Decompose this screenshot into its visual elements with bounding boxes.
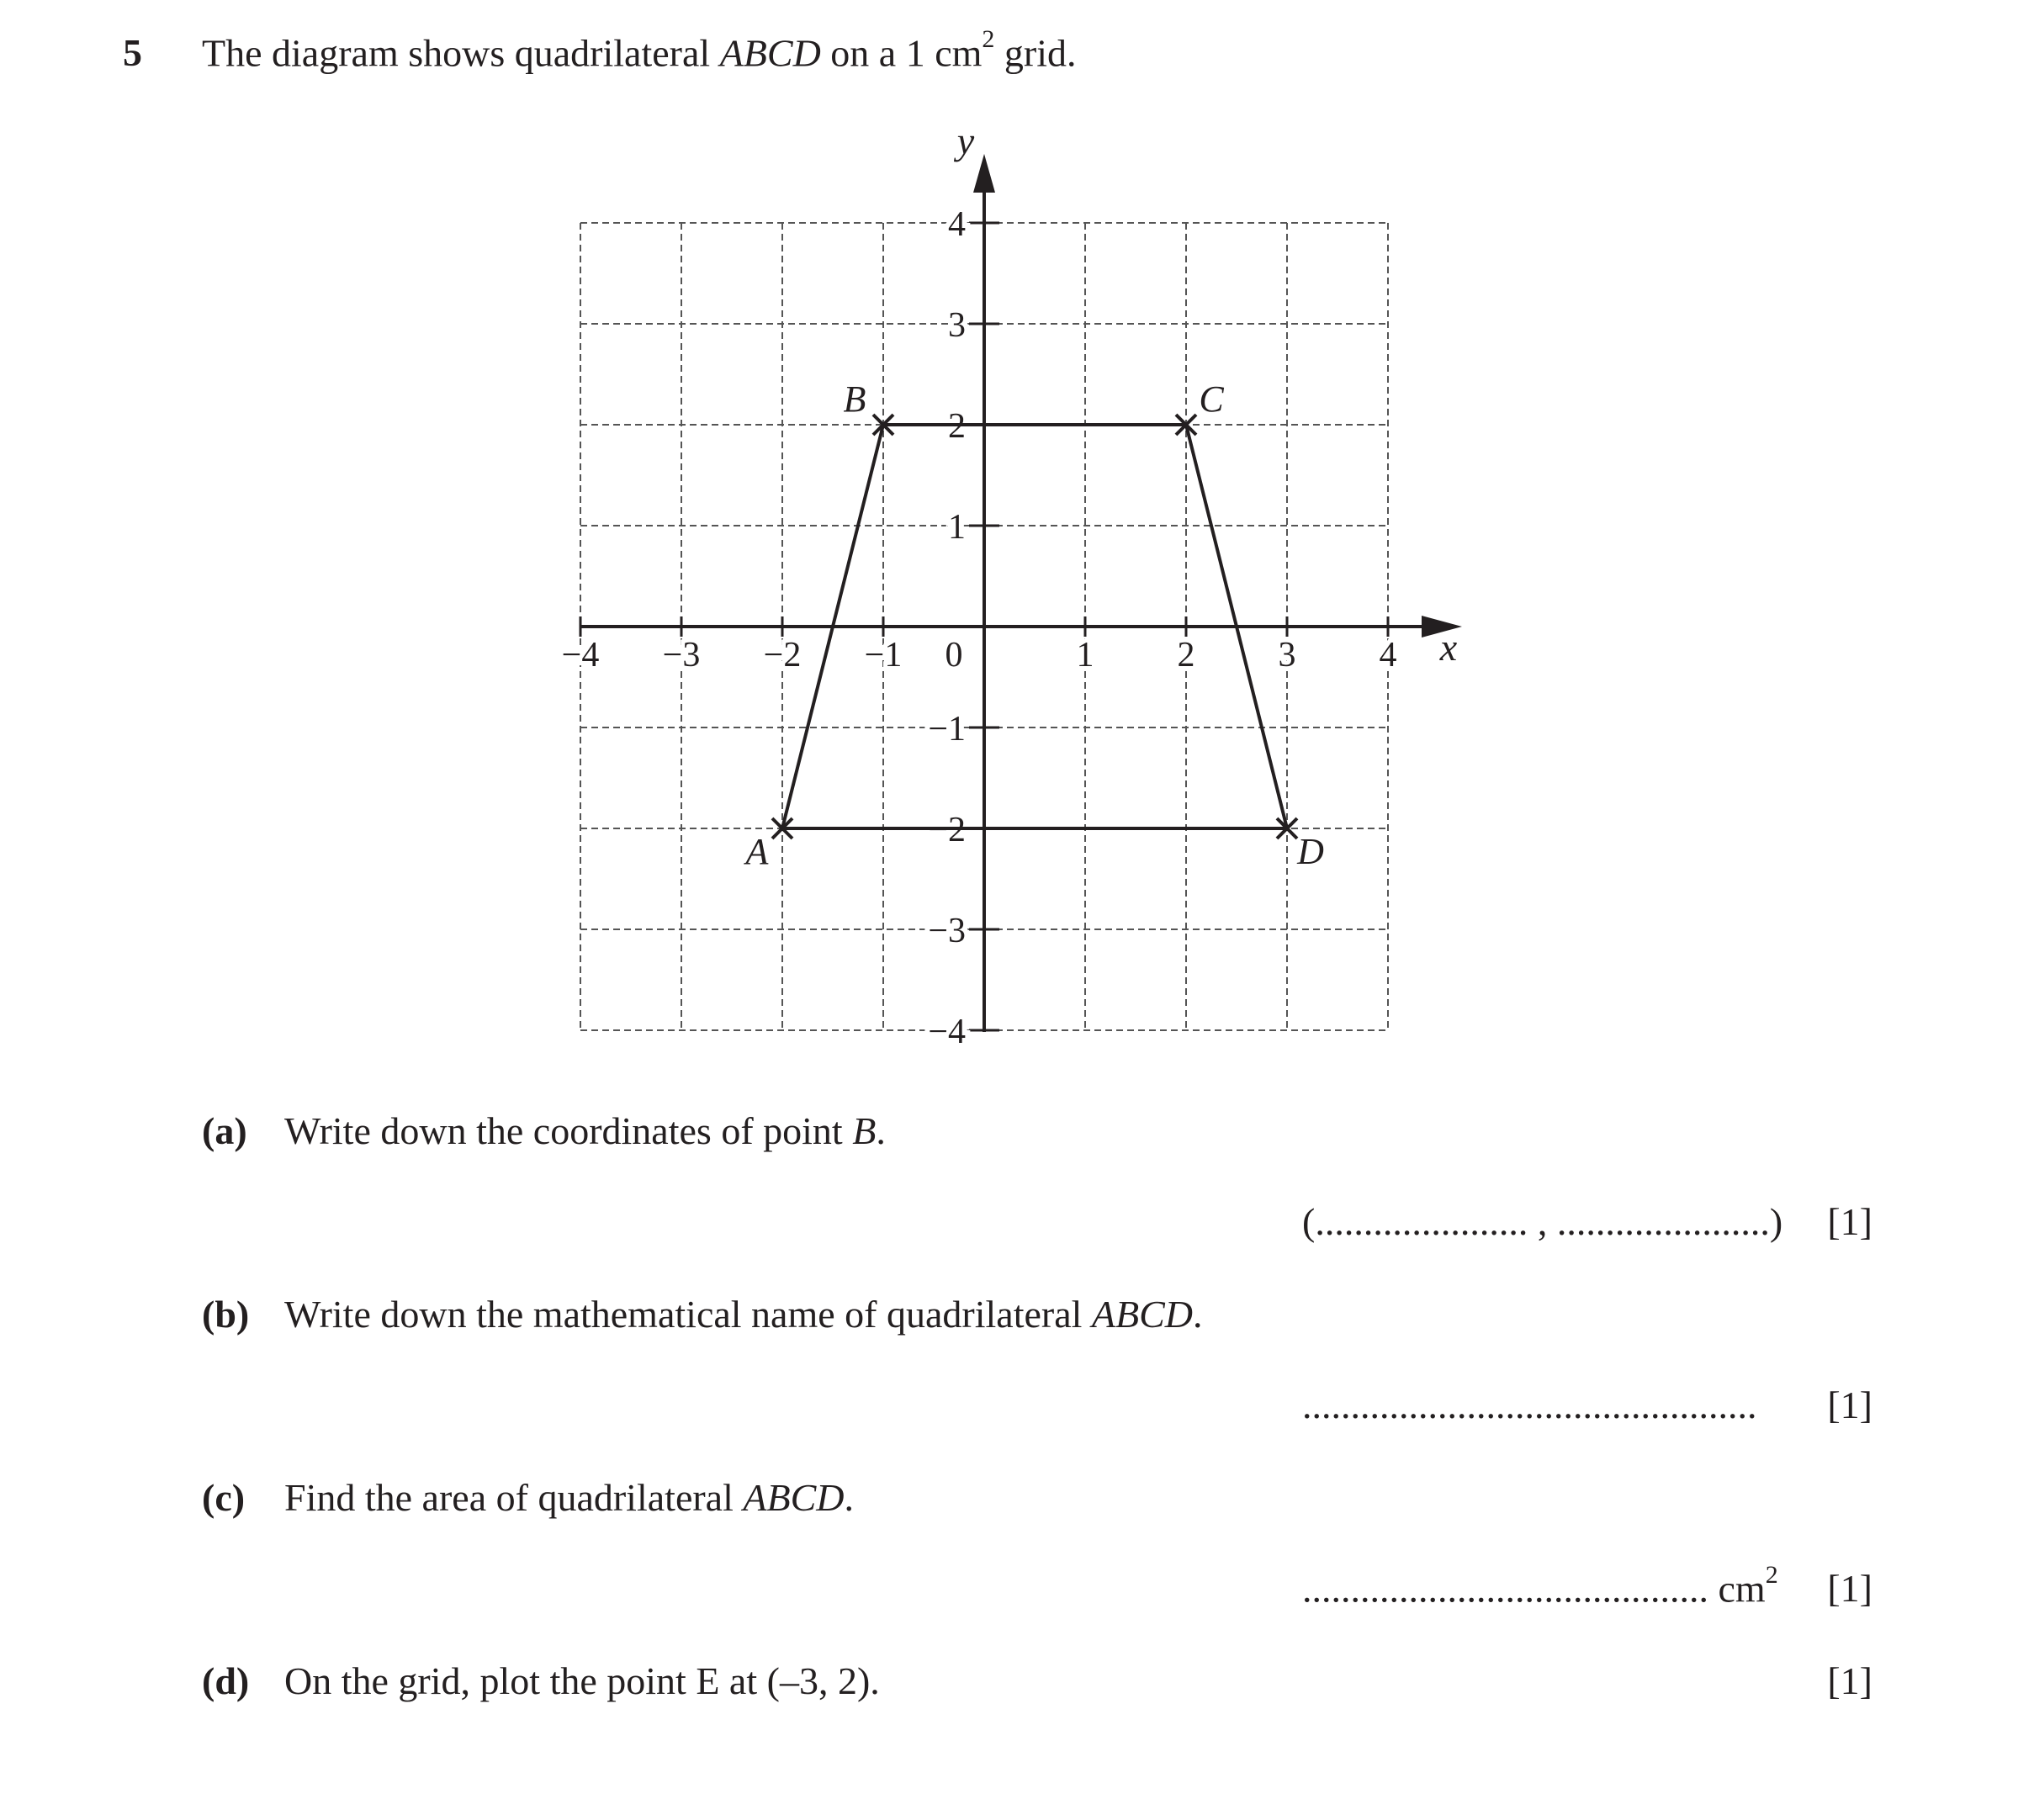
x-tick-label: −1	[864, 636, 903, 675]
y-tick-label: −1	[928, 710, 966, 749]
answer-line-c	[1302, 1561, 1778, 1611]
y-axis-label: y	[956, 119, 975, 162]
answer-unit-c: cm	[1718, 1567, 1766, 1611]
y-axis-arrow	[973, 154, 995, 193]
x-tick-label: 1	[1076, 636, 1094, 675]
x-axis-label: x	[1439, 626, 1458, 669]
point-d-label: D	[1297, 831, 1324, 872]
marks-b: [1]	[1827, 1384, 1872, 1426]
marks-c: [1]	[1827, 1567, 1872, 1610]
part-b-label: (b)	[202, 1293, 250, 1336]
x-tick-label: 3	[1278, 636, 1296, 675]
answer-line-b[interactable]: ...............................................	[1302, 1384, 1757, 1426]
question-superscript: 2	[982, 25, 995, 53]
x-tick-label: 0	[945, 636, 963, 675]
part-a-italic: B	[852, 1109, 877, 1152]
part-c	[202, 1475, 854, 1520]
part-a-end: .	[876, 1109, 886, 1152]
question-number: 5	[123, 31, 142, 74]
y-tick-label: 4	[948, 205, 966, 244]
x-tick-label: 4	[1379, 636, 1397, 675]
x-tick-label: −3	[662, 636, 701, 675]
part-c-italic: ABCD	[743, 1476, 845, 1519]
x-tick-label: 2	[1177, 636, 1195, 675]
part-b-end: .	[1193, 1293, 1203, 1336]
part-c-end: .	[844, 1476, 854, 1519]
y-tick-label: −2	[928, 811, 966, 849]
part-b-text: Write down the mathematical name of quadrilateral	[284, 1293, 1092, 1336]
coordinate-grid-diagram	[522, 118, 1497, 1051]
answer-unit-sup-c: 2	[1765, 1561, 1778, 1589]
part-d	[202, 1659, 880, 1703]
part-a-label: (a)	[202, 1109, 247, 1152]
part-d-text: On the grid, plot the point E at (–3, 2).	[284, 1659, 880, 1702]
question-text-before: The diagram shows quadrilateral	[202, 31, 720, 75]
part-d-label: (d)	[202, 1659, 250, 1702]
question-text	[202, 25, 1077, 75]
point-b-label: B	[843, 378, 866, 420]
part-b-italic: ABCD	[1091, 1293, 1194, 1336]
part-a-text: Write down the coordinates of point	[284, 1109, 853, 1152]
y-tick-label: 3	[948, 306, 966, 345]
part-a	[202, 1108, 886, 1153]
question-text-mid: on a 1 cm	[820, 31, 983, 75]
y-tick-label: 1	[948, 508, 966, 547]
part-c-label: (c)	[202, 1476, 246, 1519]
y-tick-label: 2	[948, 407, 966, 446]
y-tick-label: −4	[928, 1013, 966, 1051]
x-tick-label: −2	[763, 636, 802, 675]
marks-d: [1]	[1827, 1659, 1872, 1702]
question-shape-name: ABCD	[719, 31, 821, 75]
answer-dots-c[interactable]: ..........................................	[1302, 1567, 1708, 1611]
point-a-label: A	[745, 831, 769, 872]
point-c-label: C	[1199, 378, 1224, 420]
part-c-text: Find the area of quadrilateral	[284, 1476, 744, 1519]
x-tick-label: −4	[561, 636, 600, 675]
marks-a: [1]	[1827, 1200, 1872, 1243]
answer-line-a[interactable]: (...................... , ......................)	[1302, 1200, 1783, 1243]
y-tick-label: −3	[928, 912, 966, 950]
question-text-after: grid.	[994, 31, 1077, 75]
part-b	[202, 1292, 1203, 1336]
